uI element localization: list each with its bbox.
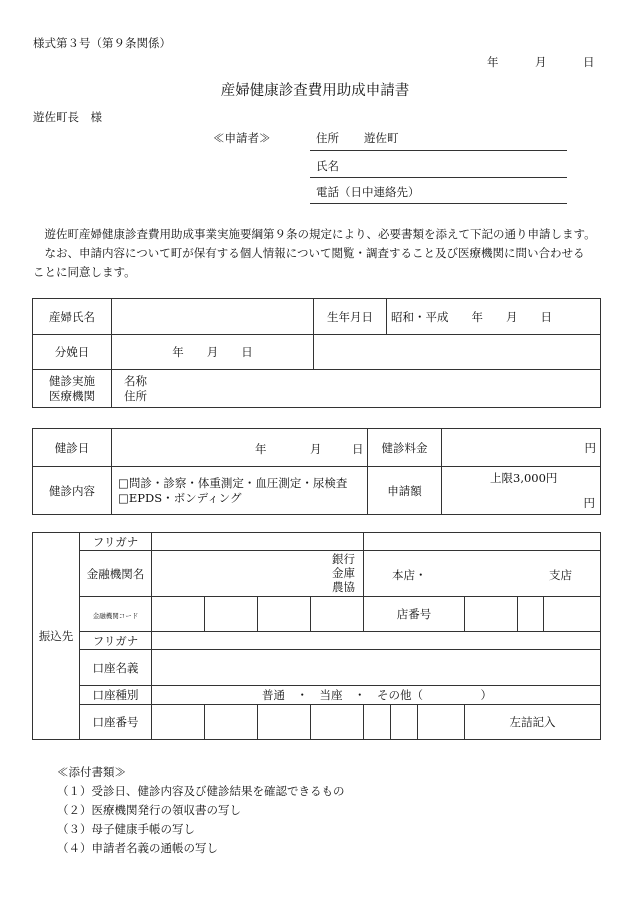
bank-name-field[interactable] bbox=[152, 551, 364, 597]
mother-name-field[interactable] bbox=[112, 299, 314, 335]
delivery-date-label: 分娩日 bbox=[33, 335, 112, 370]
account-name-field[interactable] bbox=[152, 650, 601, 686]
bank-type-nokyo: 農協 bbox=[332, 580, 355, 594]
account-no-digit-7[interactable] bbox=[418, 705, 465, 740]
head-office-label: 本店・ bbox=[392, 568, 427, 582]
address-line bbox=[310, 150, 567, 151]
branch-name-field[interactable] bbox=[364, 551, 601, 597]
facility-field[interactable] bbox=[112, 370, 601, 408]
bank-code-digit-2[interactable] bbox=[205, 597, 258, 632]
exam-content-line-2: □EPDS・ボンディング bbox=[118, 490, 242, 505]
delivery-date-field[interactable]: 年 月 日 bbox=[112, 335, 314, 370]
account-no-label: 口座番号 bbox=[80, 705, 152, 740]
facility-label bbox=[33, 370, 112, 408]
exam-date-field[interactable] bbox=[112, 429, 368, 467]
date-day: 日 bbox=[583, 55, 595, 69]
account-no-digit-2[interactable] bbox=[205, 705, 258, 740]
bank-type-list bbox=[332, 552, 355, 594]
amount-field[interactable] bbox=[442, 467, 601, 515]
facility-label-l1: 健診実施 bbox=[49, 373, 95, 388]
fee-label: 健診料金 bbox=[368, 429, 442, 467]
branch-label: 支店 bbox=[549, 568, 572, 582]
account-type-options[interactable]: 普通 ・ 当座 ・ その他（ ） bbox=[152, 686, 601, 705]
account-name-label: 口座名義 bbox=[80, 650, 152, 686]
birth-date-label: 生年月日 bbox=[314, 299, 387, 335]
date-month: 月 bbox=[535, 55, 547, 69]
applicant-label: ≪申請者≫ bbox=[213, 131, 271, 145]
account-no-digit-6[interactable] bbox=[391, 705, 418, 740]
exam-content-field[interactable] bbox=[112, 467, 368, 515]
bank-type-shinkin: 金庫 bbox=[332, 566, 355, 580]
facility-name-label: 名称 bbox=[124, 373, 147, 388]
exam-date-y: 年 bbox=[255, 442, 267, 456]
attachment-item: （１）受診日、健診内容及び健診結果を確認できるもの bbox=[57, 784, 345, 798]
birth-date-field[interactable]: 昭和・平成 年 月 日 bbox=[387, 299, 601, 335]
bank-table bbox=[32, 532, 601, 740]
amount-limit: 上限3,000円 bbox=[490, 471, 558, 485]
amount-label: 申請額 bbox=[368, 467, 442, 515]
exam-date-m: 月 bbox=[310, 442, 322, 456]
page-title: 産婦健康診査費用助成申請書 bbox=[220, 83, 410, 99]
body-line-2: なお、申請内容について町が保有する個人情報について閲覧・調査すること及び医療機関に問い合わせる bbox=[33, 246, 585, 260]
mother-name-label: 産婦氏名 bbox=[33, 299, 112, 335]
body-line-3: ことに同意します。 bbox=[33, 265, 136, 279]
delivery-empty bbox=[314, 335, 601, 370]
bank-code-digit-1[interactable] bbox=[152, 597, 205, 632]
branch-no-digit-3[interactable] bbox=[544, 597, 601, 632]
exam-date-label: 健診日 bbox=[33, 429, 112, 467]
bank-code-label bbox=[80, 597, 152, 632]
exam-content-label: 健診内容 bbox=[33, 467, 112, 515]
facility-label-l2: 医療機関 bbox=[49, 388, 95, 403]
name-line bbox=[310, 177, 567, 178]
account-type-label: 口座種別 bbox=[80, 686, 152, 705]
mother-info-table bbox=[32, 298, 601, 408]
account-furigana-field[interactable] bbox=[152, 632, 601, 650]
fee-field[interactable]: 円 bbox=[442, 429, 601, 467]
exam-date-d: 日 bbox=[352, 442, 364, 456]
bank-code-digit-4[interactable] bbox=[311, 597, 364, 632]
branch-no-digit-1[interactable] bbox=[465, 597, 518, 632]
date-year: 年 bbox=[487, 55, 499, 69]
address-label: 住所 bbox=[316, 131, 339, 145]
attachment-item: （３）母子健康手帳の写し bbox=[57, 822, 195, 836]
name-label: 氏名 bbox=[316, 159, 339, 173]
bank-furigana-field[interactable] bbox=[152, 533, 364, 551]
branch-furigana-field[interactable] bbox=[364, 533, 601, 551]
body-line-1: 遊佐町産婦健康診査費用助成事業実施要綱第９条の規定により、必要書類を添えて下記の通り申請します。 bbox=[33, 227, 596, 241]
bank-name-label: 金融機関名 bbox=[80, 551, 152, 597]
attachment-item: （２）医療機関発行の領収書の写し bbox=[57, 803, 241, 817]
phone-line bbox=[310, 203, 567, 204]
addressee: 遊佐町長 様 bbox=[33, 110, 102, 124]
account-no-digit-1[interactable] bbox=[152, 705, 205, 740]
amount-yen: 円 bbox=[583, 496, 595, 510]
bank-code-text: 金融機関コード bbox=[92, 612, 139, 620]
left-align-note: 左詰記入 bbox=[465, 705, 601, 740]
furigana-label-2: フリガナ bbox=[80, 632, 152, 650]
facility-address-label: 住所 bbox=[124, 388, 147, 403]
bank-type-bank: 銀行 bbox=[332, 552, 355, 566]
attachments-header: ≪添付書類≫ bbox=[57, 765, 126, 779]
phone-label: 電話（日中連絡先） bbox=[316, 185, 420, 199]
bank-code-digit-3[interactable] bbox=[258, 597, 311, 632]
transfer-label: 振込先 bbox=[33, 533, 80, 740]
branch-no-digit-2[interactable] bbox=[518, 597, 544, 632]
furigana-label-1: フリガナ bbox=[80, 533, 152, 551]
account-no-digit-5[interactable] bbox=[364, 705, 391, 740]
exam-table bbox=[32, 428, 601, 515]
form-number: 様式第３号（第９条関係） bbox=[33, 36, 171, 50]
account-no-digit-3[interactable] bbox=[258, 705, 311, 740]
exam-content-line-1: □問診・診察・体重測定・血圧測定・尿検査 bbox=[118, 475, 348, 490]
attachment-item: （４）申請者名義の通帳の写し bbox=[57, 841, 218, 855]
account-no-digit-4[interactable] bbox=[311, 705, 364, 740]
branch-no-label: 店番号 bbox=[364, 597, 465, 632]
address-value: 遊佐町 bbox=[364, 131, 399, 145]
